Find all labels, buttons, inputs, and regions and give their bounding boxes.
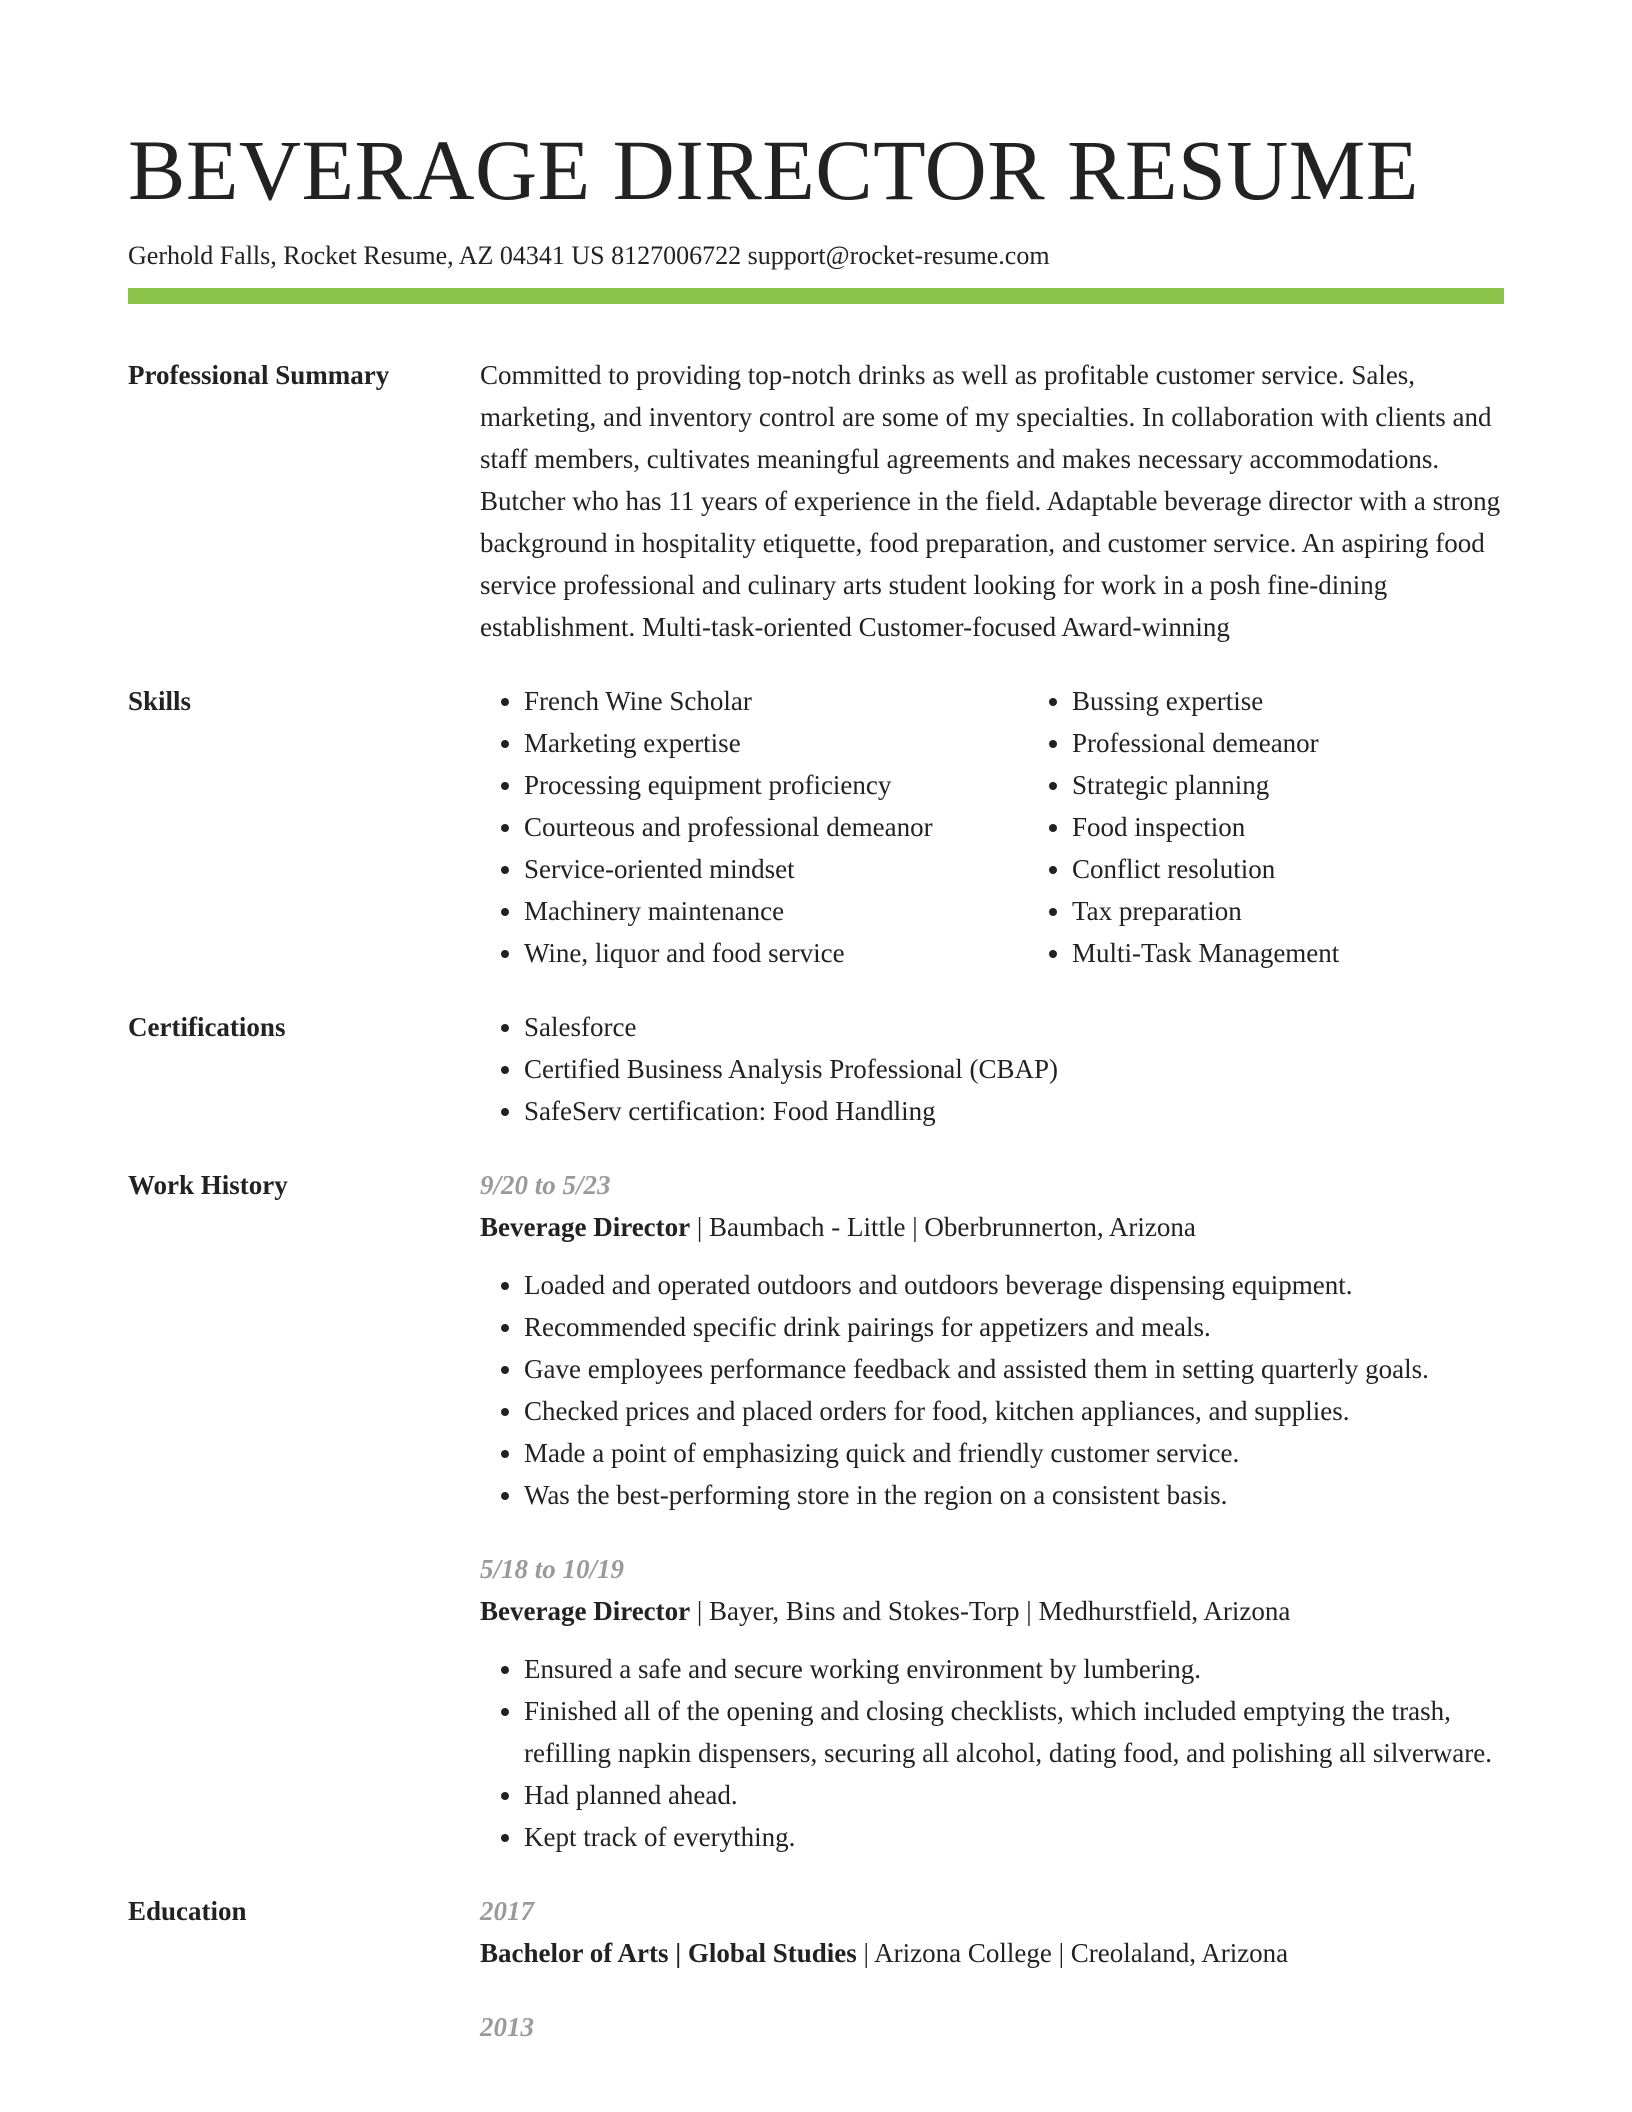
summary-section	[128, 354, 1504, 648]
skills-section	[128, 680, 1504, 974]
job-heading	[480, 1206, 1504, 1248]
job-title: Beverage Director	[480, 1212, 691, 1242]
job-heading	[480, 1590, 1504, 1632]
job-bullets	[480, 1648, 1504, 1858]
skill-item: • Service-oriented mindset	[524, 848, 1028, 890]
education-degree: Bachelor of Arts | Global Studies	[480, 1938, 857, 1968]
skill-item: • Food inspection	[1072, 806, 1339, 848]
skill-item: • Tax preparation	[1072, 890, 1339, 932]
job-details: | Bayer, Bins and Stokes-Torp | Medhurstfield, Arizona	[690, 1596, 1291, 1626]
certifications-list	[480, 1006, 1504, 1132]
job-bullet: • Finished all of the opening and closing checklists, which included emptying the trash, refilling napkin dispensers, securing all alcohol, dating food, and polishing all silverware.	[524, 1690, 1504, 1774]
job-bullet: • Was the best-performing store in the region on a consistent basis.	[524, 1474, 1504, 1516]
job-bullet: • Loaded and operated outdoors and outdoors beverage dispensing equipment.	[524, 1264, 1504, 1306]
resume-title: BEVERAGE DIRECTOR RESUME	[128, 122, 1419, 218]
skill-item: • Courteous and professional demeanor	[524, 806, 1028, 848]
summary-text: Committed to providing top-notch drinks as well as profitable customer service. Sales, marketing, and inventory control are some of my specialties. In collaboration with clients and staff members, cultivates meaningful agreements and makes necessary accommodations. Butcher who has 11 years of experience in the field. Adaptable beverage director with a strong background in hospitality etiquette, food preparation, and customer service. An aspiring food service professional and culinary arts student looking for work in a posh fine-dining establishment. Multi-task-oriented Customer-focused Award-winning	[480, 360, 1501, 642]
skill-item: • Strategic planning	[1072, 764, 1339, 806]
skill-item: • Processing equipment proficiency	[524, 764, 1028, 806]
job-bullet: • Checked prices and placed orders for food, kitchen appliances, and supplies.	[524, 1390, 1504, 1432]
skills-label: Skills	[128, 686, 192, 716]
job-bullet: • Ensured a safe and secure working environment by lumbering.	[524, 1648, 1504, 1690]
skill-item: • Wine, liquor and food service	[524, 932, 1028, 974]
skill-item: • Multi-Task Management	[1072, 932, 1339, 974]
job-details: | Baumbach - Little | Oberbrunnerton, Arizona	[690, 1212, 1196, 1242]
certification-item: • SafeServ certification: Food Handling	[524, 1090, 1504, 1132]
skill-item: • French Wine Scholar	[524, 680, 1028, 722]
skills-list-right	[1028, 680, 1339, 974]
education-date: 2017	[480, 1896, 534, 1926]
job-entry	[480, 1164, 1504, 1516]
education-heading	[480, 1932, 1504, 1974]
summary-label: Professional Summary	[128, 360, 390, 390]
job-entry	[480, 1548, 1504, 1858]
job-bullet: • Gave employees performance feedback and assisted them in setting quarterly goals.	[524, 1348, 1504, 1390]
skill-item: • Machinery maintenance	[524, 890, 1028, 932]
education-entry	[480, 2006, 1504, 2048]
work-history-section	[128, 1164, 1504, 1858]
education-entry	[480, 1890, 1504, 1974]
certification-item: • Salesforce	[524, 1006, 1504, 1048]
skill-item: • Conflict resolution	[1072, 848, 1339, 890]
job-date: 9/20 to 5/23	[480, 1170, 611, 1200]
job-bullet: • Had planned ahead.	[524, 1774, 1504, 1816]
skill-item: • Bussing expertise	[1072, 680, 1339, 722]
job-title: Beverage Director	[480, 1596, 691, 1626]
job-bullet: • Made a point of emphasizing quick and friendly customer service.	[524, 1432, 1504, 1474]
certifications-section	[128, 1006, 1504, 1132]
job-bullets	[480, 1264, 1504, 1516]
certification-item: • Certified Business Analysis Professional (CBAP)	[524, 1048, 1504, 1090]
skill-item: • Marketing expertise	[524, 722, 1028, 764]
certifications-label: Certifications	[128, 1012, 286, 1042]
contact-line: Gerhold Falls, Rocket Resume, AZ 04341 US 8127006722 support@rocket-resume.com	[128, 241, 1050, 270]
education-section	[128, 1890, 1504, 2048]
skill-item: • Professional demeanor	[1072, 722, 1339, 764]
job-bullet: • Recommended specific drink pairings for appetizers and meals.	[524, 1306, 1504, 1348]
skills-list-left	[480, 680, 1028, 974]
header-divider	[128, 288, 1504, 304]
job-date: 5/18 to 10/19	[480, 1554, 625, 1584]
job-bullet: • Kept track of everything.	[524, 1816, 1504, 1858]
education-date: 2013	[480, 2012, 534, 2042]
education-label: Education	[128, 1896, 247, 1926]
work-history-label: Work History	[128, 1170, 288, 1200]
education-details: | Arizona College | Creolaland, Arizona	[856, 1938, 1289, 1968]
